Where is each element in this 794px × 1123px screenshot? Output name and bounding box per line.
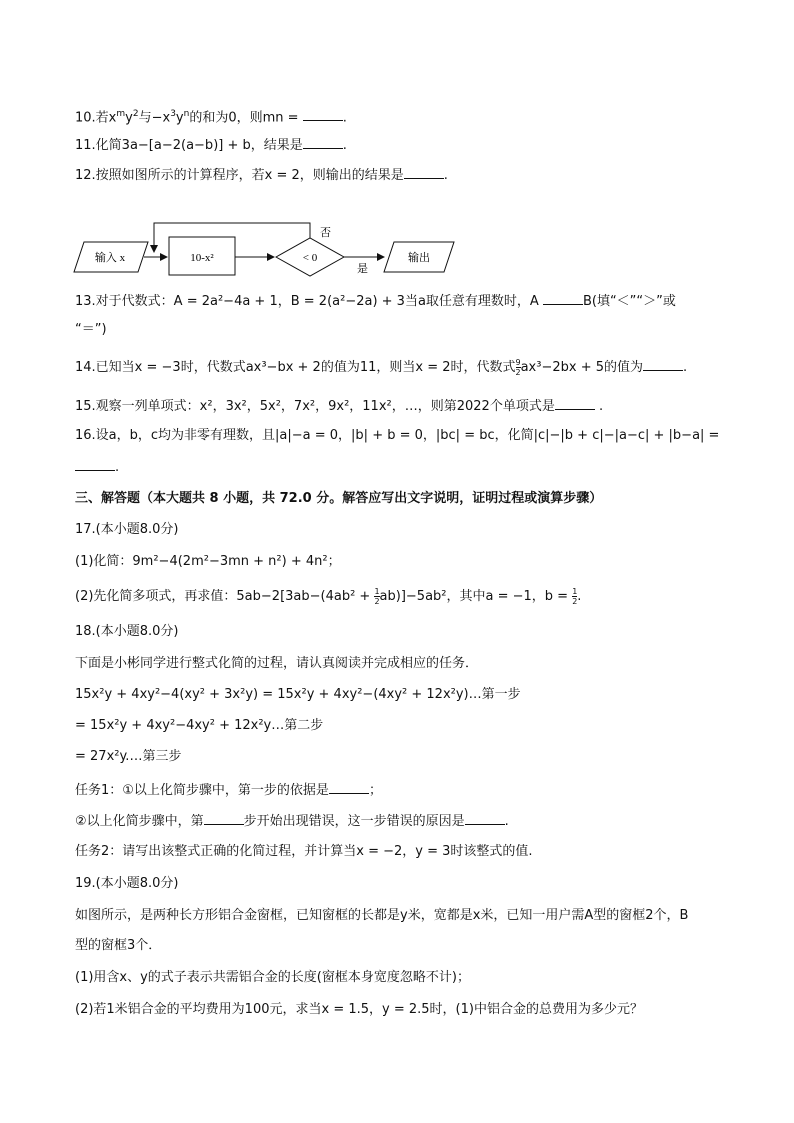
flowchart xyxy=(70,218,460,280)
answer-blank xyxy=(303,106,343,121)
question-19-intro1: 如图所示，是两种长方形铝合金窗框，已知窗框的长都是y米，宽都是x米，已知一用户需A型的窗框2个，B xyxy=(75,908,689,923)
question-17-part2: (2)先化简多项式，再求值：5ab−2[3ab−(4ab² + $\frac{1}{2}$ ab)]−5ab²，其中a = −1，b = $\frac{1}{2}$ . xyxy=(75,587,582,606)
answer-blank xyxy=(75,456,115,471)
question-15: 15.观察一列单项式：x²，3x²，5x²，7x²，9x²，11x²，…，则第2022个单项式是 . xyxy=(75,395,603,417)
section-3-heading: 三、解答题（本大题共 8 小题，共 72.0 分。解答应写出文字说明，证明过程或演算步骤） xyxy=(75,491,603,506)
question-14: 14.已知当x = −3时，代数式ax³−bx + 2的值为11，则当x = 2时，代数式 $\frac{9}{2}$ ax³−2bx + 5的值为 . xyxy=(75,358,688,377)
question-17-part1: (1)化简：9m²−4(2m²−3mn + n²) + 4n²； xyxy=(75,554,341,569)
question-13-line2: “＝”) xyxy=(75,322,107,337)
answer-blank xyxy=(643,356,683,371)
process-label: 10-x² xyxy=(190,252,214,264)
question-16-line2: . xyxy=(75,456,119,478)
yes-label: 是 xyxy=(357,262,368,275)
answer-blank xyxy=(204,810,244,825)
input-label: 输入 x xyxy=(94,252,126,264)
question-19-part1: (1)用含x、y的式子表示共需铝合金的长度(窗框本身宽度忽略不计)； xyxy=(75,970,470,985)
question-11: 11.化简3a−[a−2(a−b)] + b，结果是 . xyxy=(75,134,347,156)
question-18-step3: = 27x²y.…第三步 xyxy=(75,749,182,764)
question-18-head: 18.(本小题8.0分) xyxy=(75,624,179,639)
question-19-intro2: 型的窗框3个． xyxy=(75,938,162,953)
answer-blank xyxy=(543,290,583,305)
question-17-head: 17.(本小题8.0分) xyxy=(75,522,179,537)
question-18-intro: 下面是小彬同学进行整式化简的过程，请认真阅读并完成相应的任务． xyxy=(75,656,479,671)
question-18-task1a: 任务1：①以上化简步骤中，第一步的依据是 ； xyxy=(75,779,382,801)
question-13: 13.对于代数式：A = 2a²−4a + 1，B = 2(a²−2a) + 3当a取任意有理数时，A B(填“＜”“＞”或 xyxy=(75,290,676,312)
fraction: $\frac{9}{2}$ xyxy=(515,358,521,377)
fraction: $\frac{1}{2}$ xyxy=(572,587,578,606)
fraction: $\frac{1}{2}$ xyxy=(374,587,380,606)
question-18-step2: = 15x²y + 4xy²−4xy² + 12x²y…第二步 xyxy=(75,718,324,733)
output-label: 输出 xyxy=(408,251,430,264)
question-12: 12.按照如图所示的计算程序，若x = 2，则输出的结果是 . xyxy=(75,164,448,186)
question-19-head: 19.(本小题8.0分) xyxy=(75,876,179,891)
answer-blank xyxy=(555,395,595,410)
condition-label: < 0 xyxy=(302,252,318,264)
answer-blank xyxy=(404,164,444,179)
answer-blank xyxy=(329,779,369,794)
no-label: 否 xyxy=(320,226,331,239)
question-18-step1: 15x²y + 4xy²−4(xy² + 3x²y) = 15x²y + 4xy²−(4xy² + 12x²y)…第一步 xyxy=(75,687,521,702)
answer-blank xyxy=(465,810,505,825)
question-16: 16.设a，b，c均为非零有理数，且|a|−a = 0，|b| + b = 0，|bc| = bc，化简|c|−|b + c|−|a−c| + |b−a| = xyxy=(75,428,720,443)
question-19-part2: (2)若1米铝合金的平均费用为100元，求当x = 1.5，y = 2.5时，(1)中铝合金的总费用为多少元？ xyxy=(75,1002,643,1017)
question-18-task1b: ②以上化简步骤中，第 步开始出现错误，这一步错误的原因是 . xyxy=(75,810,509,832)
question-10: 10.若$x^my^2$与$-x^3y^n$的和为0，则mn = . xyxy=(75,104,347,128)
answer-blank xyxy=(303,134,343,149)
question-18-task2: 任务2：请写出该整式正确的化简过程，并计算当x = −2，y = 3时该整式的值. xyxy=(75,844,533,859)
